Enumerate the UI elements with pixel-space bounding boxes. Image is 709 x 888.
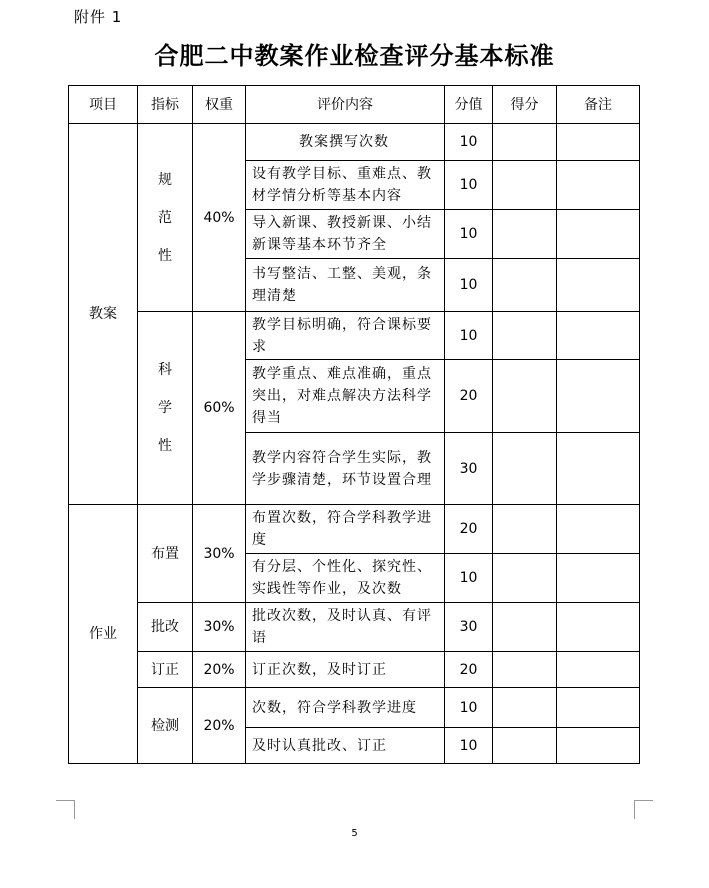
- got-cell: [493, 554, 557, 603]
- scoring-standard-table: [68, 85, 640, 764]
- got-cell: [493, 259, 557, 312]
- content-cell: 书写整洁、工整、美观，条理清楚: [246, 259, 445, 312]
- content-cell: 教学内容符合学生实际，教学步骤清楚，环节设置合理: [246, 433, 445, 505]
- indicator-cell-test: 检测: [138, 688, 193, 764]
- header-got: 得分: [493, 86, 557, 124]
- remark-cell: [557, 124, 640, 161]
- indicator-cell-correction: 订正: [138, 652, 193, 688]
- indicator-standard-label: 规 范 性: [158, 171, 172, 264]
- table-row: [69, 124, 640, 161]
- crop-mark-left: [56, 800, 75, 819]
- content-cell: 有分层、个性化、探究性、实践性等作业，及次数: [246, 554, 445, 603]
- score-cell: 10: [445, 728, 493, 764]
- content-cell: 布置次数，符合学科教学进度: [246, 505, 445, 554]
- content-cell: 设有教学目标、重难点、教材学情分析等基本内容: [246, 161, 445, 210]
- score-cell: 10: [445, 210, 493, 259]
- got-cell: [493, 210, 557, 259]
- content-cell: 教学目标明确，符合课标要求: [246, 312, 445, 360]
- got-cell: [493, 505, 557, 554]
- score-cell: 30: [445, 603, 493, 652]
- remark-cell: [557, 652, 640, 688]
- got-cell: [493, 161, 557, 210]
- annex-label: 附件 1: [74, 8, 123, 26]
- weight-cell-assign: 30%: [193, 505, 246, 603]
- got-cell: [493, 728, 557, 764]
- crop-mark-right: [634, 800, 653, 819]
- score-cell: 10: [445, 312, 493, 360]
- content-cell: 教案撰写次数: [246, 124, 445, 161]
- item-cell-plan: 教案: [69, 124, 138, 505]
- got-cell: [493, 688, 557, 728]
- item-cell-homework: 作业: [69, 505, 138, 764]
- remark-cell: [557, 554, 640, 603]
- indicator-cell-grading: 批改: [138, 603, 193, 652]
- got-cell: [493, 360, 557, 433]
- document-title: 合肥二中教案作业检查评分基本标准: [154, 41, 555, 70]
- remark-cell: [557, 312, 640, 360]
- score-cell: 10: [445, 124, 493, 161]
- header-weight: 权重: [193, 86, 246, 124]
- score-cell: 10: [445, 161, 493, 210]
- remark-cell: [557, 688, 640, 728]
- score-cell: 10: [445, 554, 493, 603]
- remark-cell: [557, 433, 640, 505]
- score-cell: 20: [445, 505, 493, 554]
- remark-cell: [557, 603, 640, 652]
- page-number: 5: [351, 828, 358, 839]
- score-cell: 30: [445, 433, 493, 505]
- got-cell: [493, 124, 557, 161]
- table-row: [69, 312, 640, 360]
- score-cell: 10: [445, 688, 493, 728]
- weight-cell-grading: 30%: [193, 603, 246, 652]
- remark-cell: [557, 259, 640, 312]
- got-cell: [493, 603, 557, 652]
- remark-cell: [557, 360, 640, 433]
- content-cell: 及时认真批改、订正: [246, 728, 445, 764]
- got-cell: [493, 312, 557, 360]
- table-row: [69, 603, 640, 652]
- header-content: 评价内容: [246, 86, 445, 124]
- got-cell: [493, 433, 557, 505]
- remark-cell: [557, 728, 640, 764]
- score-cell: 20: [445, 652, 493, 688]
- header-score: 分值: [445, 86, 493, 124]
- header-row: [69, 86, 640, 124]
- indicator-cell-science: [138, 312, 193, 505]
- weight-cell-standard: 40%: [193, 124, 246, 312]
- table-row: [69, 688, 640, 728]
- header-indicator: 指标: [138, 86, 193, 124]
- remark-cell: [557, 210, 640, 259]
- content-cell: 批改次数，及时认真、有评语: [246, 603, 445, 652]
- header-remark: 备注: [557, 86, 640, 124]
- weight-cell-science: 60%: [193, 312, 246, 505]
- indicator-cell-assign: 布置: [138, 505, 193, 603]
- indicator-cell-standard: [138, 124, 193, 312]
- content-cell: 次数，符合学科教学进度: [246, 688, 445, 728]
- weight-cell-test: 20%: [193, 688, 246, 764]
- indicator-science-label: 科 学 性: [158, 362, 172, 454]
- table-row: [69, 652, 640, 688]
- content-cell: 教学重点、难点准确，重点突出，对难点解决方法科学得当: [246, 360, 445, 433]
- table-row: [69, 505, 640, 554]
- header-item: 项目: [69, 86, 138, 124]
- content-cell: 导入新课、教授新课、小结新课等基本环节齐全: [246, 210, 445, 259]
- remark-cell: [557, 505, 640, 554]
- content-cell: 订正次数，及时订正: [246, 652, 445, 688]
- weight-cell-correction: 20%: [193, 652, 246, 688]
- score-cell: 10: [445, 259, 493, 312]
- got-cell: [493, 652, 557, 688]
- score-cell: 20: [445, 360, 493, 433]
- remark-cell: [557, 161, 640, 210]
